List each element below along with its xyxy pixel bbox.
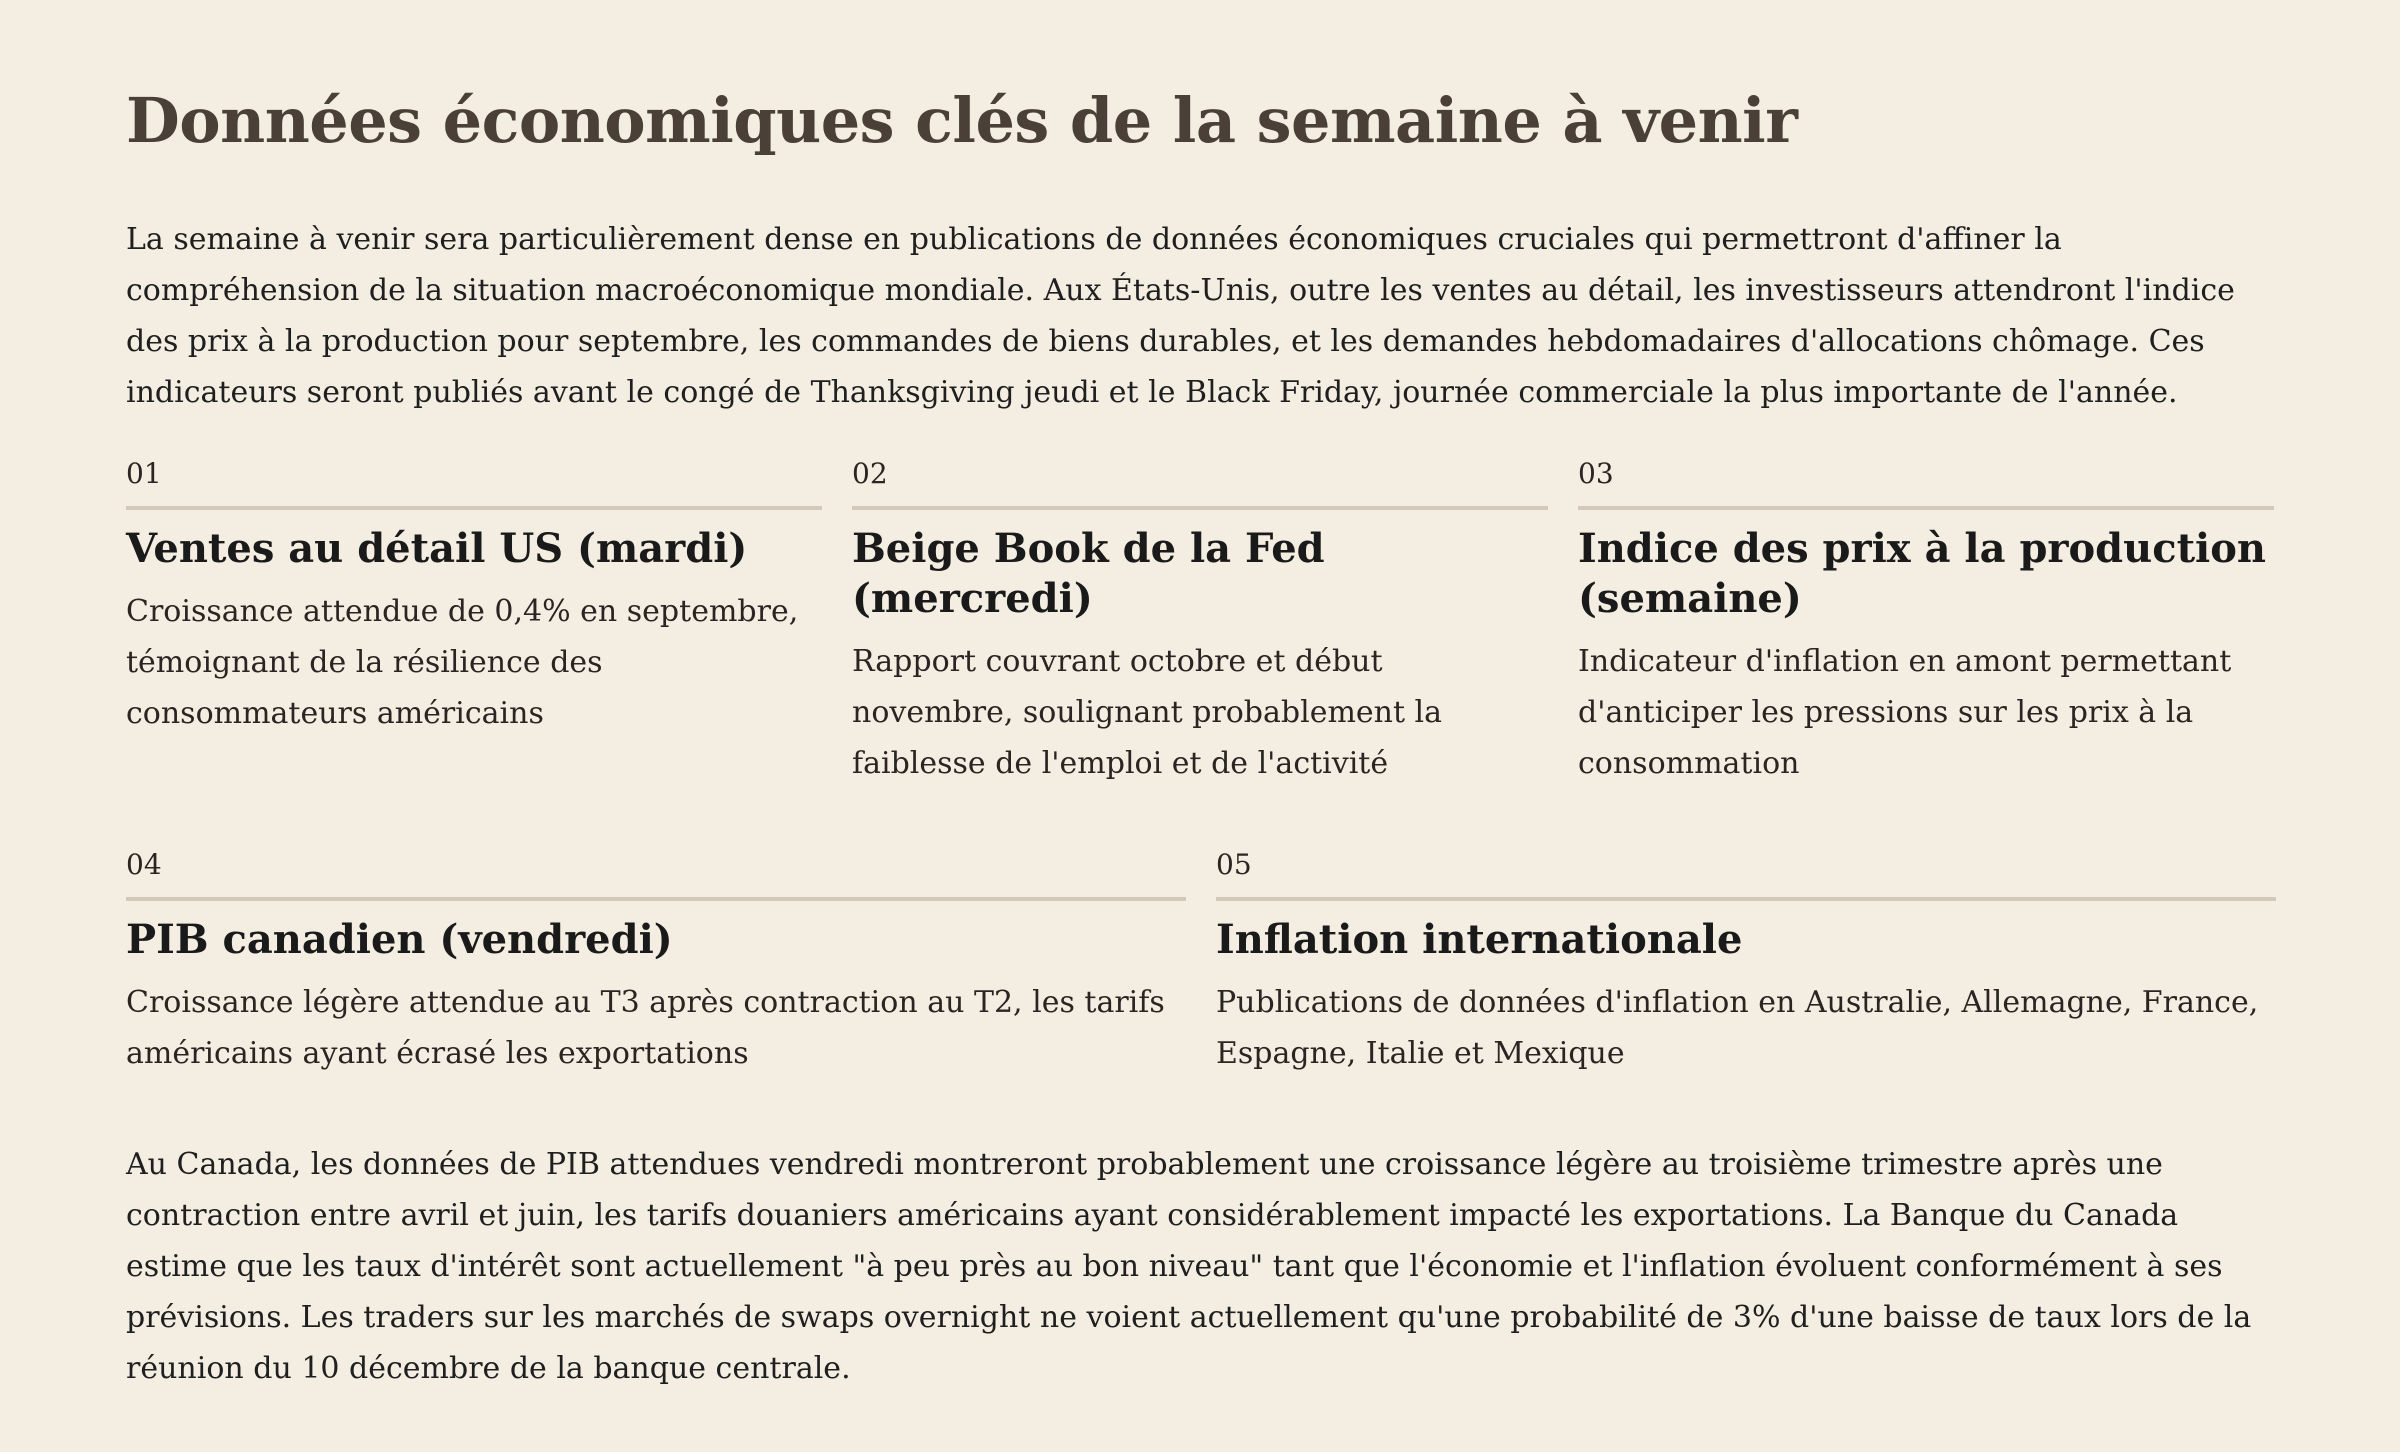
card-title: Indice des prix à la production (semaine): [1578, 525, 2267, 622]
outro-paragraph: Au Canada, les données de PIB attendues vendredi montreront probablement une croissance légère au troisième trimestre après une contraction entre avril et juin, les tarifs douaniers américains ayant considérablement impacté les exportations. La Banque du Canada estime que les taux d'intérêt sont actuellement "à peu près au bon niveau" tant que l'économie et l'inflation évoluent conformément à ses prévisions. Les traders sur les marchés de swaps overnight ne voient actuellement qu'une probabilité de 3% d'une baisse de taux lors de la réunion du 10 décembre de la banque centrale.: [126, 1147, 2252, 1386]
card-description: Indicateur d'inflation en amont permettant d'anticiper les pressions sur les prix à la consommation: [1578, 644, 2232, 781]
cards-row-2: [126, 845, 2274, 1079]
card-number: 05: [1216, 845, 2276, 901]
page-title: Données économiques clés de la semaine à venir: [126, 84, 1798, 157]
card-producer-prices: [1578, 454, 2274, 789]
card-retail-sales: [126, 454, 822, 789]
card-title: Ventes au détail US (mardi): [126, 525, 748, 572]
card-title: Inflation internationale: [1216, 916, 1743, 963]
card-title: PIB canadien (vendredi): [126, 916, 673, 963]
card-number: 04: [126, 845, 1186, 901]
cards-row-1: [126, 454, 2274, 789]
card-description: Croissance légère attendue au T3 après contraction au T2, les tarifs américains ayant écrasé les exportations: [126, 985, 1165, 1071]
card-description: Croissance attendue de 0,4% en septembre, témoignant de la résilience des consommateurs américains: [126, 594, 799, 731]
card-canadian-gdp: [126, 845, 1186, 1079]
card-number: 01: [126, 454, 822, 510]
card-description: Rapport couvrant octobre et début novembre, soulignant probablement la faiblesse de l'emploi et de l'activité: [852, 644, 1443, 781]
card-number: 03: [1578, 454, 2274, 510]
card-international-inflation: [1216, 845, 2276, 1079]
intro-paragraph: La semaine à venir sera particulièrement dense en publications de données économiques cruciales qui permettront d'affiner la compréhension de la situation macroéconomique mondiale. Aux États-Unis, outre les ventes au détail, les investisseurs attendront l'indice des prix à la production pour septembre, les commandes de biens durables, et les demandes hebdomadaires d'allocations chômage. Ces indicateurs seront publiés avant le congé de Thanksgiving jeudi et le Black Friday, journée commerciale la plus importante de l'année.: [126, 222, 2235, 410]
card-beige-book: [852, 454, 1548, 789]
card-title: Beige Book de la Fed (mercredi): [852, 525, 1325, 622]
card-description: Publications de données d'inflation en Australie, Allemagne, France, Espagne, Italie et Mexique: [1216, 985, 2259, 1071]
card-number: 02: [852, 454, 1548, 510]
